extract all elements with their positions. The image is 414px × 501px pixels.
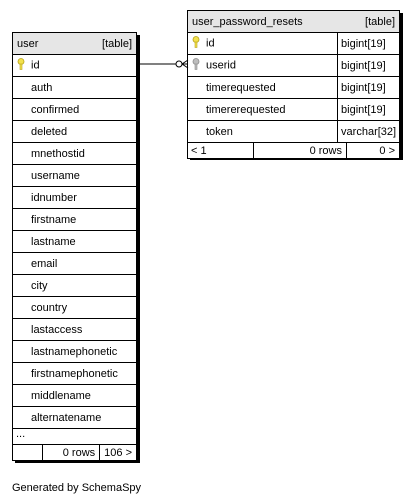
column-name-text: lastname	[31, 235, 76, 248]
footer-rows: 0 rows	[43, 445, 100, 460]
footer-right[interactable]: 0 >	[379, 144, 395, 157]
crowfoot-bottom	[182, 64, 188, 68]
column-name-text: alternatename	[31, 411, 102, 424]
column-name-text: timerequested	[206, 81, 276, 94]
column-type: bigint[19]	[338, 99, 400, 121]
column-name-text: country	[31, 301, 68, 314]
column-name-text: lastnamephonetic	[31, 345, 118, 358]
column-name-text: id	[31, 59, 40, 72]
column-type: bigint[19]	[338, 33, 400, 55]
column-name-text: city	[31, 279, 48, 292]
crowfoot-top	[182, 60, 188, 64]
column-name-text: firstname	[31, 213, 77, 226]
column-type: bigint[19]	[338, 55, 400, 77]
column-name-text: middlename	[31, 389, 91, 402]
column-name-text: email	[31, 257, 58, 270]
more-columns-indicator: ...	[13, 429, 137, 445]
column-name-text: firstnamephonetic	[31, 367, 118, 380]
column-name-text: id	[206, 37, 215, 50]
footer-right[interactable]: 106 >	[104, 446, 132, 459]
table-type-label: [table]	[102, 37, 132, 50]
column-name-text: userid	[206, 59, 236, 72]
column-name-text: auth	[31, 81, 53, 94]
column-name-text: username	[31, 169, 80, 182]
table-name: user	[17, 37, 39, 50]
column-name-text: deleted	[31, 125, 68, 138]
column-type: bigint[19]	[338, 77, 400, 99]
column-type: varchar[32]	[338, 121, 400, 143]
column-name-text: idnumber	[31, 191, 77, 204]
table-name: user_password_resets	[192, 15, 303, 28]
column-name-text: timererequested	[206, 103, 286, 116]
column-name-text: token	[206, 125, 233, 138]
column-name-text: confirmed	[31, 103, 80, 116]
generated-by-label: Generated by SchemaSpy	[12, 482, 142, 494]
column-name-text: mnethostid	[31, 147, 85, 160]
footer-left[interactable]: < 1	[188, 143, 254, 158]
table-type-label: [table]	[365, 15, 395, 28]
zero-or-many-circle	[176, 61, 182, 67]
column-name-text: lastaccess	[31, 323, 83, 336]
footer-rows: 0 rows	[254, 143, 347, 158]
